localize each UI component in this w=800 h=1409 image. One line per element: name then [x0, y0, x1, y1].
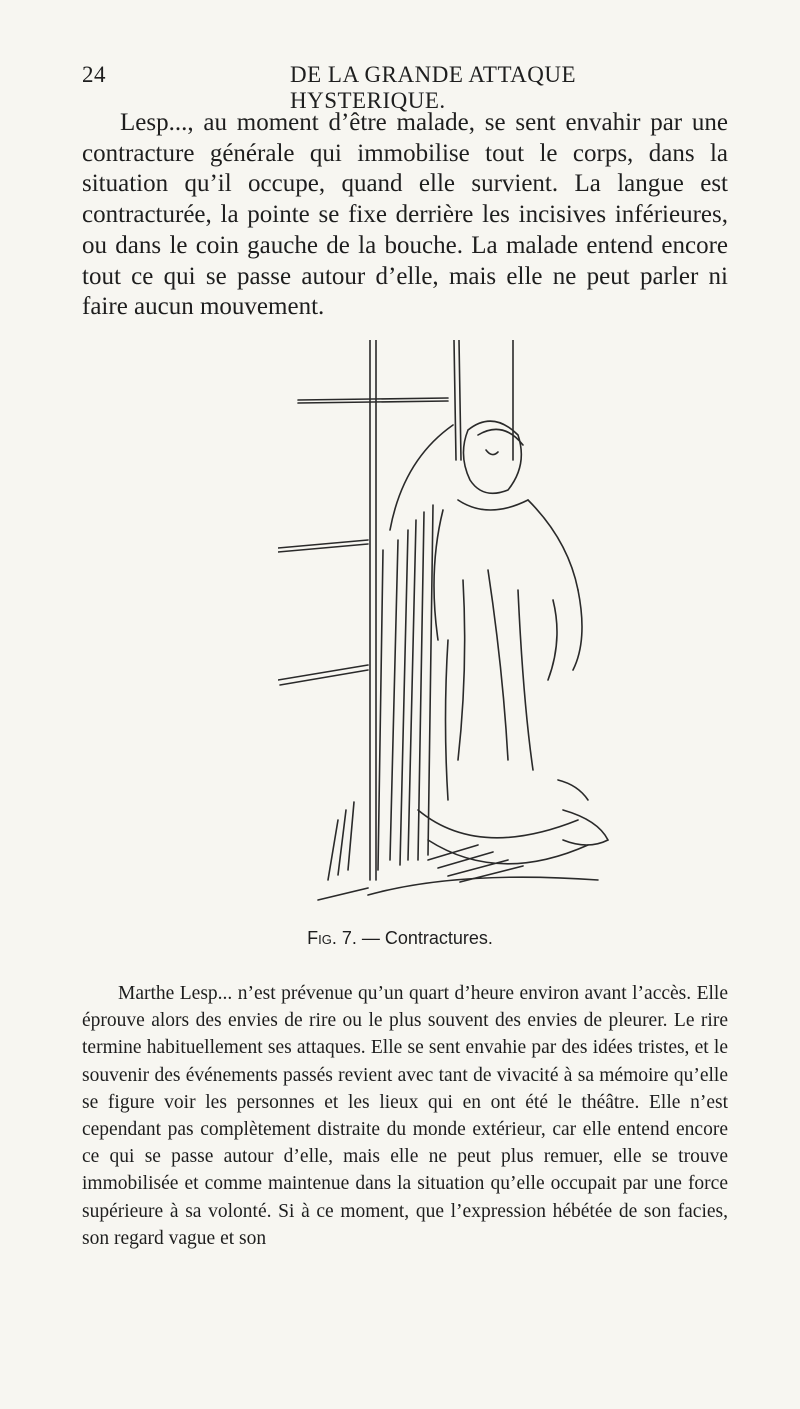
- contracture-drawing: [278, 340, 618, 910]
- body-paragraph-1: Lesp..., au moment d’être malade, se sent envahir par une contracture générale qui immobilise tout le corps, dans la situation qu’il occupe, quand elle survient. La langue est contracturée, la pointe se fixe derrière les incisives inférieures, ou dans le coin gauche de la bouche. La malade entend encore tout ce qui se passe autour d’elle, mais elle ne peut parler ni faire aucun mouvement.: [82, 109, 728, 321]
- caption-separator: —: [361, 928, 380, 948]
- figure-label: Fig. 7.: [307, 928, 357, 948]
- running-title: DE LA GRANDE ATTAQUE HYSTERIQUE.: [290, 62, 577, 113]
- body-paragraph-2: Marthe Lesp... n’est prévenue qu’un quart d’heure environ avant l’accès. Elle éprouve alors des envies de rire ou le plus souvent des envies de pleurer. Le rire termine habituellement ses attaques. Elle se sent envahie par des idées tristes, et le souvenir des événements passés revient avec tant de vivacité à sa mémoire qu’elle se figure voir les personnes et les lieux qui en ont été le théâtre. Elle n’est cependant pas complètement distraite du monde extérieur, car elle entend encore ce qui se passe autour d’elle, mais elle ne peut plus remuer, elle se trouve immobilisée et comme maintenue dans la situation qu’elle occupait par une force supérieure à sa volonté. Si à ce moment, que l’expression hébétée de son facies, son regard vague et son: [82, 983, 728, 1249]
- page-number: 24: [82, 62, 106, 87]
- figure-caption: [0, 928, 800, 949]
- running-header: [82, 62, 722, 113]
- figure-illustration: [278, 340, 618, 910]
- figure-caption-text: Contractures.: [384, 928, 493, 948]
